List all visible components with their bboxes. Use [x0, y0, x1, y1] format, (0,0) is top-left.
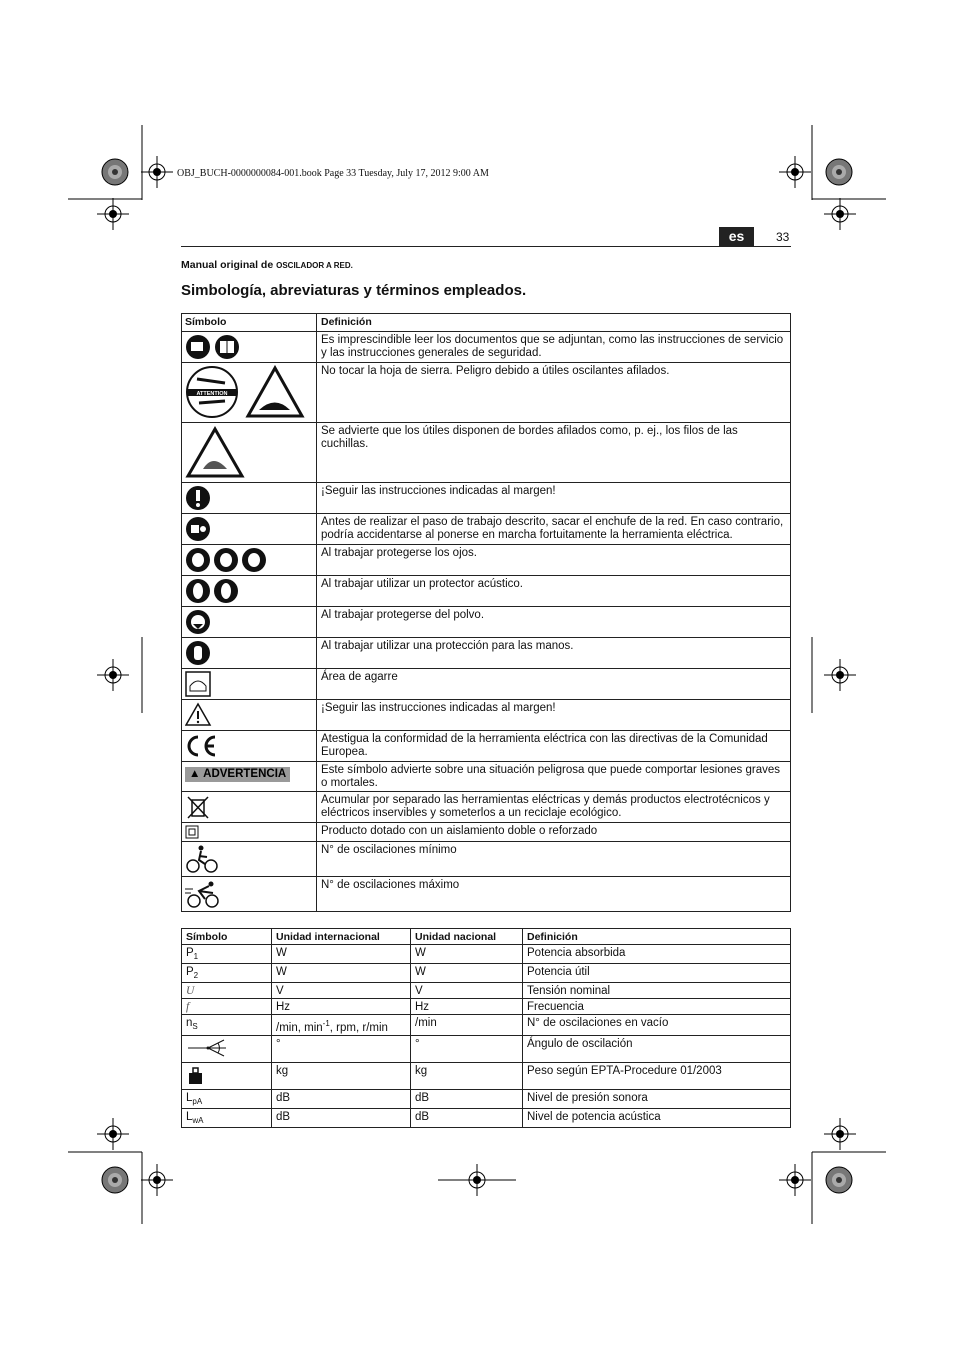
intl-unit-cell: W	[272, 945, 411, 964]
definition-cell: Antes de realizar el paso de trabajo descrito, sacar el enchufe de la red. En caso contrario, podría accidentarse al ponerse en marcha fortuitamente la herramienta eléctrica.	[317, 514, 791, 545]
intl-unit-cell: °	[272, 1036, 411, 1063]
registration-mark-icon	[779, 156, 811, 188]
table-row	[182, 669, 791, 700]
definition-cell: Peso según EPTA-Procedure 01/2003	[523, 1063, 791, 1090]
definition-cell: ¡Seguir las instrucciones indicadas al margen!	[317, 483, 791, 514]
registration-mark-icon	[824, 1118, 856, 1150]
page-number: 33	[776, 230, 790, 244]
registration-mark-icon	[824, 198, 856, 230]
definition-cell: N° de oscilaciones en vacío	[523, 1015, 791, 1036]
definition-cell: Al trabajar utilizar una protección para las manos.	[317, 638, 791, 669]
table-row	[182, 999, 791, 1015]
national-unit-cell: /min	[411, 1015, 523, 1036]
definition-cell: Al trabajar protegerse los ojos.	[317, 545, 791, 576]
definition-cell: Ángulo de oscilación	[523, 1036, 791, 1063]
definition-cell: No tocar la hoja de sierra. Peligro debido a útiles oscilantes afilados.	[317, 363, 791, 423]
table-row	[182, 762, 791, 792]
header-definition: Definición	[523, 929, 791, 945]
color-wheel-icon	[102, 1167, 128, 1193]
registration-mark-icon	[141, 1164, 173, 1196]
symbol-cell	[182, 514, 317, 545]
symbol-cell	[182, 545, 317, 576]
symbol-cell: $L_{wA}$	[182, 1109, 272, 1128]
definition-cell: Nivel de presión sonora	[523, 1090, 791, 1109]
definition-cell: Producto dotado con un aislamiento doble o reforzado	[317, 823, 791, 842]
symbol-cell	[182, 669, 317, 700]
definition-cell: Área de agarre	[317, 669, 791, 700]
symbol-cell: U	[182, 983, 272, 999]
table-row	[182, 877, 791, 912]
intl-unit-cell: kg	[272, 1063, 411, 1090]
svg-text:ATTENTION: ATTENTION	[196, 391, 228, 397]
table-row	[182, 363, 791, 423]
definition-cell: Nivel de potencia acústica	[523, 1109, 791, 1128]
symbol-cell: $P_2$	[182, 964, 272, 983]
table-row	[182, 514, 791, 545]
symbol-cell	[182, 762, 317, 792]
read-manual-icon	[185, 334, 241, 360]
header-intl-unit: Unidad internacional	[272, 929, 411, 945]
fast-cyclist-icon	[185, 879, 221, 909]
registration-mark-icon	[824, 659, 856, 691]
national-unit-cell: W	[411, 964, 523, 983]
definition-cell: Atestigua la conformidad de la herramienta eléctrica con las directivas de la Comunidad Europea.	[317, 731, 791, 762]
color-wheel-icon	[102, 159, 128, 185]
oscillation-angle-icon	[186, 1038, 230, 1058]
warning-triangle-icon	[185, 702, 213, 728]
table-row	[182, 945, 791, 964]
definition-cell: Este símbolo advierte sobre una situación peligrosa que puede comportar lesiones graves o mortales.	[317, 762, 791, 792]
dust-mask-icon	[185, 609, 213, 635]
ce-mark-icon	[185, 733, 219, 759]
symbol-cell	[182, 576, 317, 607]
definition-cell: Frecuencia	[523, 999, 791, 1015]
definition-cell: Al trabajar utilizar un protector acústico.	[317, 576, 791, 607]
registration-mark-icon	[97, 659, 129, 691]
symbol-cell: f	[182, 999, 272, 1015]
symbol-cell	[182, 1063, 272, 1090]
language-tag: es	[719, 227, 754, 246]
definition-cell: ¡Seguir las instrucciones indicadas al margen!	[317, 700, 791, 731]
definition-cell: Tensión nominal	[523, 983, 791, 999]
symbol-cell	[182, 731, 317, 762]
grip-area-icon	[185, 671, 213, 697]
national-unit-cell: dB	[411, 1109, 523, 1128]
intl-unit-cell: dB	[272, 1090, 411, 1109]
slow-cyclist-icon	[185, 844, 219, 874]
definition-cell: Acumular por separado las herramientas eléctricas y demás productos electrotécnicos y eléctricos inservibles y someterlos a un reciclaje ecológico.	[317, 792, 791, 823]
section-title: Simbología, abreviaturas y términos empleados.	[181, 282, 527, 299]
table-row	[182, 1090, 791, 1109]
advertencia-label: ▲ ADVERTENCIA	[185, 767, 290, 782]
table-row	[182, 1109, 791, 1128]
mandatory-instruction-icon	[185, 485, 213, 511]
table-row	[182, 964, 791, 983]
intl-unit-cell: V	[272, 983, 411, 999]
symbols-table	[181, 313, 791, 912]
header-symbol: Símbolo	[182, 314, 317, 332]
weight-icon	[186, 1065, 206, 1085]
national-unit-cell: W	[411, 945, 523, 964]
do-not-touch-blade-icon	[185, 365, 305, 419]
double-insulation-icon	[185, 825, 201, 839]
header-national-unit: Unidad nacional	[411, 929, 523, 945]
table-row	[182, 423, 791, 483]
registration-mark-icon	[97, 1118, 129, 1150]
symbol-cell	[182, 332, 317, 363]
intl-unit-cell: /min, $\min^{-1}$, rpm, r/min	[272, 1015, 411, 1036]
national-unit-cell: °	[411, 1036, 523, 1063]
intl-unit-cell: W	[272, 964, 411, 983]
symbol-cell	[182, 638, 317, 669]
definition-cell: Potencia absorbida	[523, 945, 791, 964]
symbol-cell	[182, 700, 317, 731]
definition-cell: Potencia útil	[523, 964, 791, 983]
definition-cell: Al trabajar protegerse del polvo.	[317, 607, 791, 638]
color-wheel-icon	[826, 159, 852, 185]
symbol-cell	[182, 792, 317, 823]
table-row	[182, 1015, 791, 1036]
symbol-cell	[182, 1036, 272, 1063]
intl-unit-cell: Hz	[272, 999, 411, 1015]
table-row	[182, 792, 791, 823]
registration-mark-icon	[141, 156, 173, 188]
table-row	[182, 983, 791, 999]
table-header-row	[182, 314, 791, 332]
crossed-bin-icon	[185, 794, 213, 820]
table-row	[182, 1036, 791, 1063]
national-unit-cell: dB	[411, 1090, 523, 1109]
header-rule	[181, 246, 791, 247]
definition-cell: Se advierte que los útiles disponen de bordes afilados como, p. ej., los filos de las cuchillas.	[317, 423, 791, 483]
intl-unit-cell: dB	[272, 1109, 411, 1128]
manual-product: OSCILADOR A RED.	[276, 261, 353, 270]
definition-cell: Es imprescindible leer los documentos que se adjuntan, como las instrucciones de servicio y las instrucciones generales de seguridad.	[317, 332, 791, 363]
table-row	[182, 700, 791, 731]
symbol-cell	[182, 607, 317, 638]
book-info: OBJ_BUCH-0000000084-001.book Page 33 Tuesday, July 17, 2012 9:00 AM	[177, 168, 489, 179]
table-row	[182, 483, 791, 514]
symbol-cell	[182, 363, 317, 423]
symbol-cell	[182, 483, 317, 514]
symbol-cell: $L_{pA}$	[182, 1090, 272, 1109]
table-row	[182, 545, 791, 576]
symbol-cell	[182, 842, 317, 877]
table-row	[182, 576, 791, 607]
definition-cell: N° de oscilaciones máximo	[317, 877, 791, 912]
definition-cell: N° de oscilaciones mínimo	[317, 842, 791, 877]
table-row	[182, 1063, 791, 1090]
manual-label: Manual original de OSCILADOR A RED.	[181, 259, 353, 271]
header-symbol: Símbolo	[182, 929, 272, 945]
hand-protection-icon	[185, 640, 213, 666]
registration-mark-icon	[779, 1164, 811, 1196]
color-wheel-icon	[826, 1167, 852, 1193]
symbol-cell: $n_S$	[182, 1015, 272, 1036]
table-row	[182, 842, 791, 877]
symbol-cell	[182, 877, 317, 912]
ear-protection-icon	[185, 578, 241, 604]
national-unit-cell: kg	[411, 1063, 523, 1090]
table-header-row	[182, 929, 791, 945]
symbol-cell	[182, 823, 317, 842]
table-row	[182, 607, 791, 638]
registration-mark-icon	[97, 198, 129, 230]
national-unit-cell: Hz	[411, 999, 523, 1015]
units-table	[181, 928, 791, 1128]
sharp-edges-warning-icon	[185, 425, 245, 479]
eye-protection-icon	[185, 547, 269, 573]
symbol-cell	[182, 423, 317, 483]
table-row	[182, 823, 791, 842]
header-definition: Definición	[317, 314, 791, 332]
table-row	[182, 731, 791, 762]
unplug-icon	[185, 516, 213, 542]
table-row	[182, 638, 791, 669]
symbol-cell: $P_1$	[182, 945, 272, 964]
national-unit-cell: V	[411, 983, 523, 999]
table-row	[182, 332, 791, 363]
